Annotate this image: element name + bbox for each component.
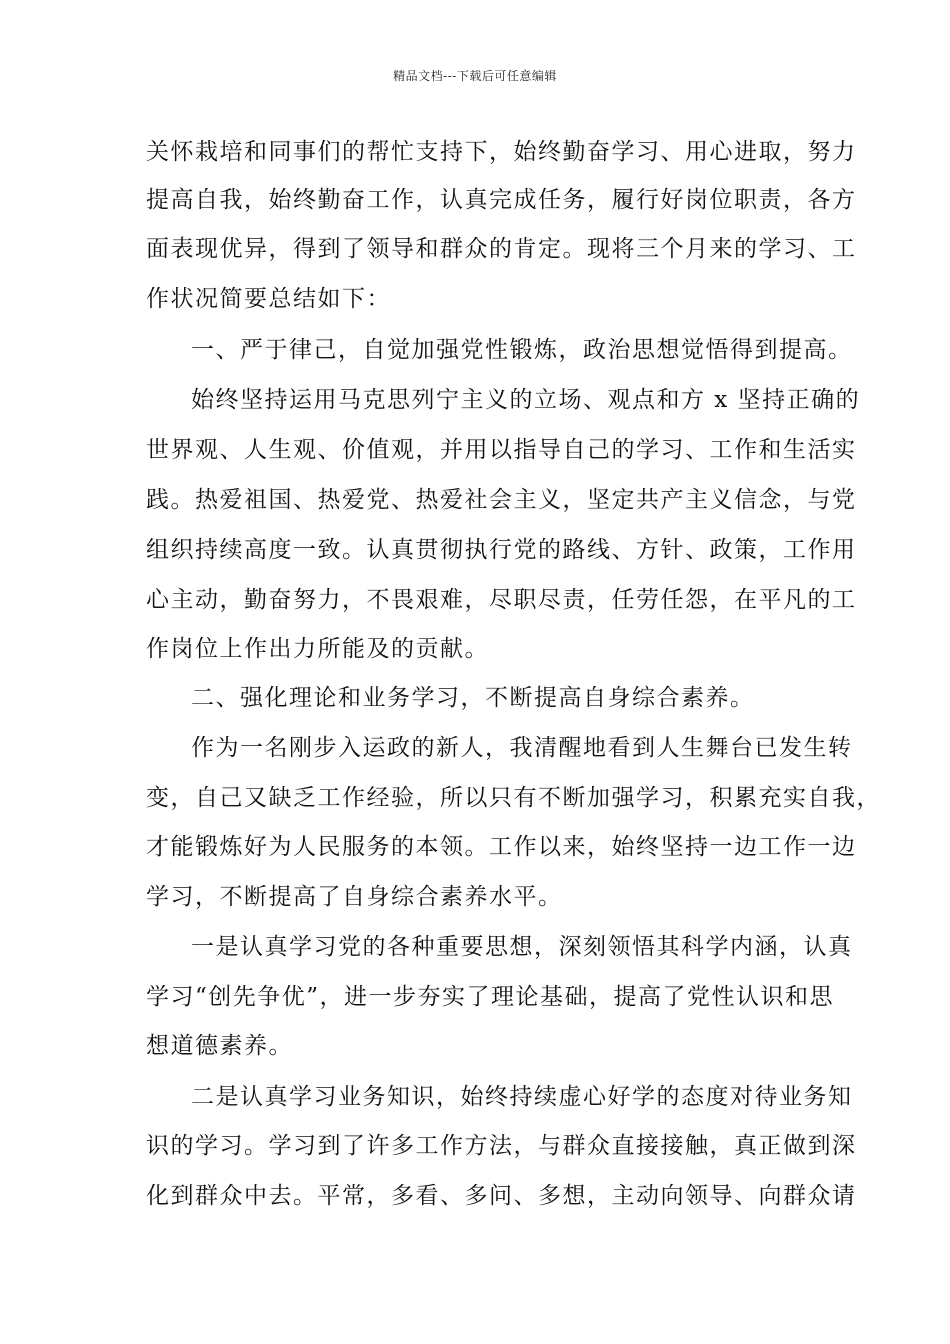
section-heading: 二、强化理论和业务学习，不断提高自身综合素养。 <box>191 685 755 711</box>
body-line: 才能锻炼好为人民服务的本领。工作以来，始终坚持一边工作一边 <box>146 834 857 860</box>
body-line: 作状况简要总结如下： <box>146 286 391 312</box>
body-line: 作为一名刚步入运政的新人，我清醒地看到人生舞台已发生转 <box>191 735 853 761</box>
body-line: 学习“创先争优”，进一步夯实了理论基础，提高了党性认识和思 <box>146 984 835 1010</box>
body-line: 践。热爱祖国、热爱党、热爱社会主义，坚定共产主义信念，与党 <box>146 487 857 513</box>
body-line: 一是认真学习党的各种重要思想，深刻领悟其科学内涵，认真 <box>191 934 853 960</box>
body-line: 面表现优异，得到了领导和群众的肯定。现将三个月来的学习、工 <box>146 236 857 262</box>
body-line: 关怀栽培和同事们的帮忙支持下，始终勤奋学习、用心进取，努力 <box>146 139 857 165</box>
body-line: 二是认真学习业务知识，始终持续虚心好学的态度对待业务知 <box>191 1084 853 1110</box>
body-line: 想道德素养。 <box>146 1033 293 1059</box>
body-line: 提高自我，始终勤奋工作，认真完成任务，履行好岗位职责，各方 <box>146 187 857 213</box>
body-line: 心主动，勤奋努力，不畏艰难，尽职尽责，任劳任怨，在平凡的工 <box>146 587 857 613</box>
body-line: 作岗位上作出力所能及的贡献。 <box>146 636 489 662</box>
header-note: 精品文档---下载后可任意编辑 <box>393 69 557 83</box>
body-line: 变，自己又缺乏工作经验，所以只有不断加强学习，积累充实自我， <box>146 785 881 811</box>
body-line: 世界观、人生观、价值观，并用以指导自己的学习、工作和生活实 <box>146 437 857 463</box>
body-line: 组织持续高度一致。认真贯彻执行党的路线、方针、政策，工作用 <box>146 537 857 563</box>
body-line: 始终坚持运用马克思列宁主义的立场、观点和方 x 坚持正确的 <box>191 387 861 413</box>
body-line: 学习，不断提高了自身综合素养水平。 <box>146 884 563 910</box>
body-line: 化到群众中去。平常，多看、多问、多想，主动向领导、向群众请 <box>146 1183 857 1209</box>
body-line: 识的学习。学习到了许多工作方法，与群众直接接触，真正做到深 <box>146 1133 857 1159</box>
section-heading: 一、严于律己，自觉加强党性锻炼，政治思想觉悟得到提高。 <box>191 337 853 363</box>
